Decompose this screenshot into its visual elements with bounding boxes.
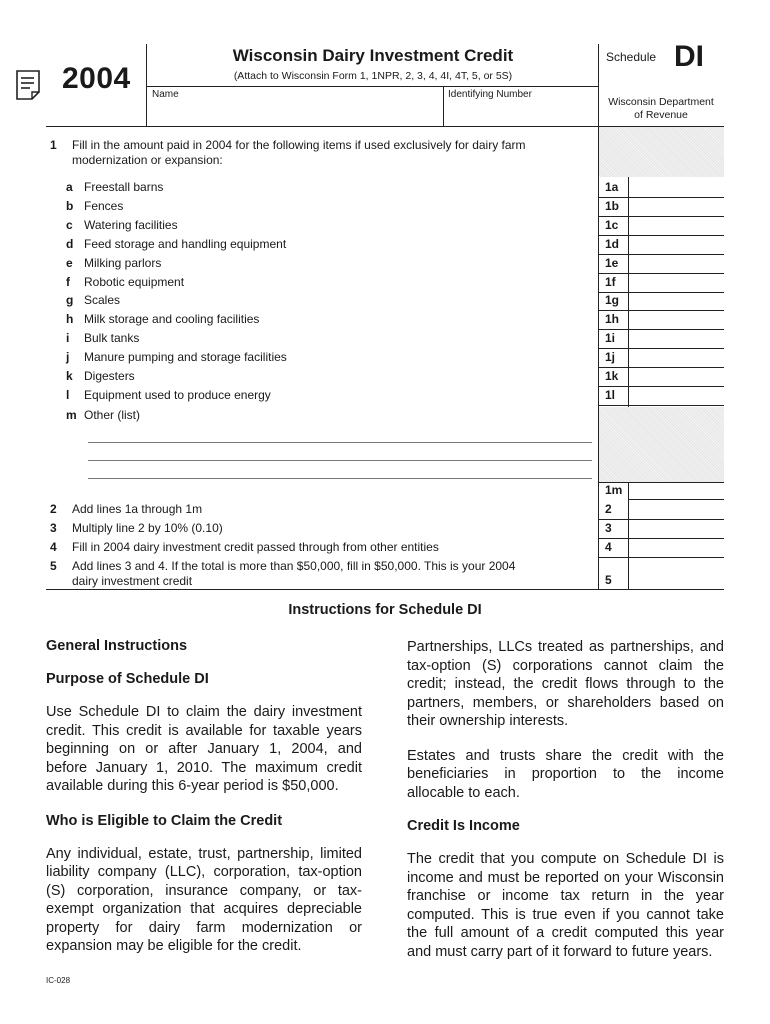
box-1m: 1m [605, 483, 623, 497]
line-3-label: 3 Multiply line 2 by 10% (0.10) [46, 519, 596, 538]
box-1e: 1e [605, 256, 619, 270]
credit-income-heading: Credit Is Income [407, 818, 520, 834]
instructions-heading: Instructions for Schedule DI [288, 602, 482, 618]
amount-1b[interactable] [630, 198, 724, 215]
amount-line-2[interactable] [630, 501, 724, 518]
line-1j-label: j Manure pumping and storage facilities [46, 348, 596, 367]
box-1i: 1i [605, 331, 616, 345]
amount-1e[interactable] [630, 255, 724, 272]
amount-1m[interactable] [630, 483, 724, 500]
box-line-3: 3 [605, 521, 612, 535]
line-1k-label: k Digesters [46, 367, 596, 386]
line-1m-label: m Other (list) [66, 408, 141, 422]
amount-1c[interactable] [630, 217, 724, 234]
amount-1i[interactable] [630, 330, 724, 347]
box-line-4: 4 [605, 540, 612, 554]
box-1l: 1l [605, 388, 616, 402]
amount-1g[interactable] [630, 292, 724, 309]
box-1f: 1f [605, 275, 616, 289]
line-1a-label: a Freestall barns [46, 178, 596, 197]
amount-1j[interactable] [630, 349, 724, 366]
credit-income-text: The credit that you compute on Schedule DI is income and must be reported on your Wisconsin franchise or income tax return in the year computed. This is true even if you cannot take the full amount of a credit computed this year and must carry part of it forward to future years. [407, 851, 724, 960]
amount-1h[interactable] [630, 311, 724, 328]
box-1b: 1b [605, 199, 620, 213]
partnerships-text: Partnerships, LLCs treated as partnerships, and tax-option (S) corporations cannot claim the credit; instead, the credit flows through to the partners, members, or shareholders based on their ownership interests. [407, 639, 724, 729]
department-line1: Wisconsin Department [608, 96, 714, 108]
line-1h-label: h Milk storage and cooling facilities [46, 310, 596, 329]
box-1k: 1k [605, 369, 619, 383]
schedule-code: DI [674, 40, 704, 73]
name-label: Name [152, 89, 179, 100]
amount-1f[interactable] [630, 274, 724, 291]
amount-line-5[interactable] [630, 558, 724, 588]
attach-note: (Attach to Wisconsin Form 1, 1NPR, 2, 3, 4, 4I, 4T, 5, or 5S) [233, 70, 513, 82]
estates-text: Estates and trusts share the credit with the beneficiaries in proportion to the income allocable to each. [407, 747, 724, 801]
line-1i-label: i Bulk tanks [46, 329, 596, 348]
line-1g-label: g Scales [46, 291, 596, 310]
box-1c: 1c [605, 218, 619, 232]
other-list-field[interactable] [88, 425, 592, 481]
name-field[interactable] [148, 100, 440, 124]
box-1d: 1d [605, 237, 620, 251]
identifying-number-field[interactable] [446, 100, 596, 124]
amount-1a[interactable] [630, 179, 724, 196]
line-1b-label: b Fences [46, 197, 596, 216]
box-line-2: 2 [605, 502, 612, 516]
line1-instruction: 1 Fill in the amount paid in 2004 for the following items if used exclusively for dairy farm modernization or expansion: [50, 138, 526, 167]
form-title: Wisconsin Dairy Investment Credit [232, 46, 514, 65]
general-instructions-heading: General Instructions [46, 638, 188, 654]
box-1g: 1g [605, 293, 620, 307]
line-1c-label: c Watering facilities [46, 216, 596, 235]
amount-line-4[interactable] [630, 539, 724, 556]
eligible-heading: Who is Eligible to Claim the Credit [46, 812, 283, 829]
line-5-label: 5 Add lines 3 and 4. If the total is more than $50,000, fill in $50,000. This is your 2004 dairy investment credit [46, 557, 596, 591]
amount-line-3[interactable] [630, 520, 724, 537]
line-1d-label: d Feed storage and handling equipment [46, 235, 596, 254]
identifying-number-label: Identifying Number [448, 89, 532, 100]
form-icon [16, 70, 40, 100]
department-line2: of Revenue [634, 109, 688, 121]
box-line-5: 5 [605, 573, 612, 587]
line-1l-label: l Equipment used to produce energy [46, 386, 596, 405]
tax-year: 2004 [62, 62, 131, 95]
purpose-text: Use Schedule DI to claim the dairy investment credit. This credit is available for taxable years beginning on or after January 1, 2004, and before January 1, 2010. The maximum credit available during this 6-year period is $50,000. [46, 704, 362, 794]
eligible-text: Any individual, estate, trust, partnership, limited liability company (LLC), corporation, tax-option (S) corporation, insurance company, or tax-exempt organization that acquires depreciable property for dairy farm modernization or expansion may be eligible for the credit. [46, 845, 362, 954]
box-1h: 1h [605, 312, 620, 326]
form-code: IC-028 [46, 976, 71, 985]
schedule-label: Schedule [606, 50, 657, 64]
box-1j: 1j [605, 350, 616, 364]
line-4-label: 4 Fill in 2004 dairy investment credit passed through from other entities [46, 538, 596, 557]
amount-1d[interactable] [630, 236, 724, 253]
amount-1k[interactable] [630, 368, 724, 385]
amount-1l[interactable] [630, 387, 724, 404]
line-1f-label: f Robotic equipment [46, 273, 596, 292]
line-2-label: 2 Add lines 1a through 1m [46, 500, 596, 519]
line-1e-label: e Milking parlors [46, 254, 596, 273]
box-1a: 1a [605, 180, 619, 194]
purpose-heading: Purpose of Schedule DI [46, 671, 209, 687]
